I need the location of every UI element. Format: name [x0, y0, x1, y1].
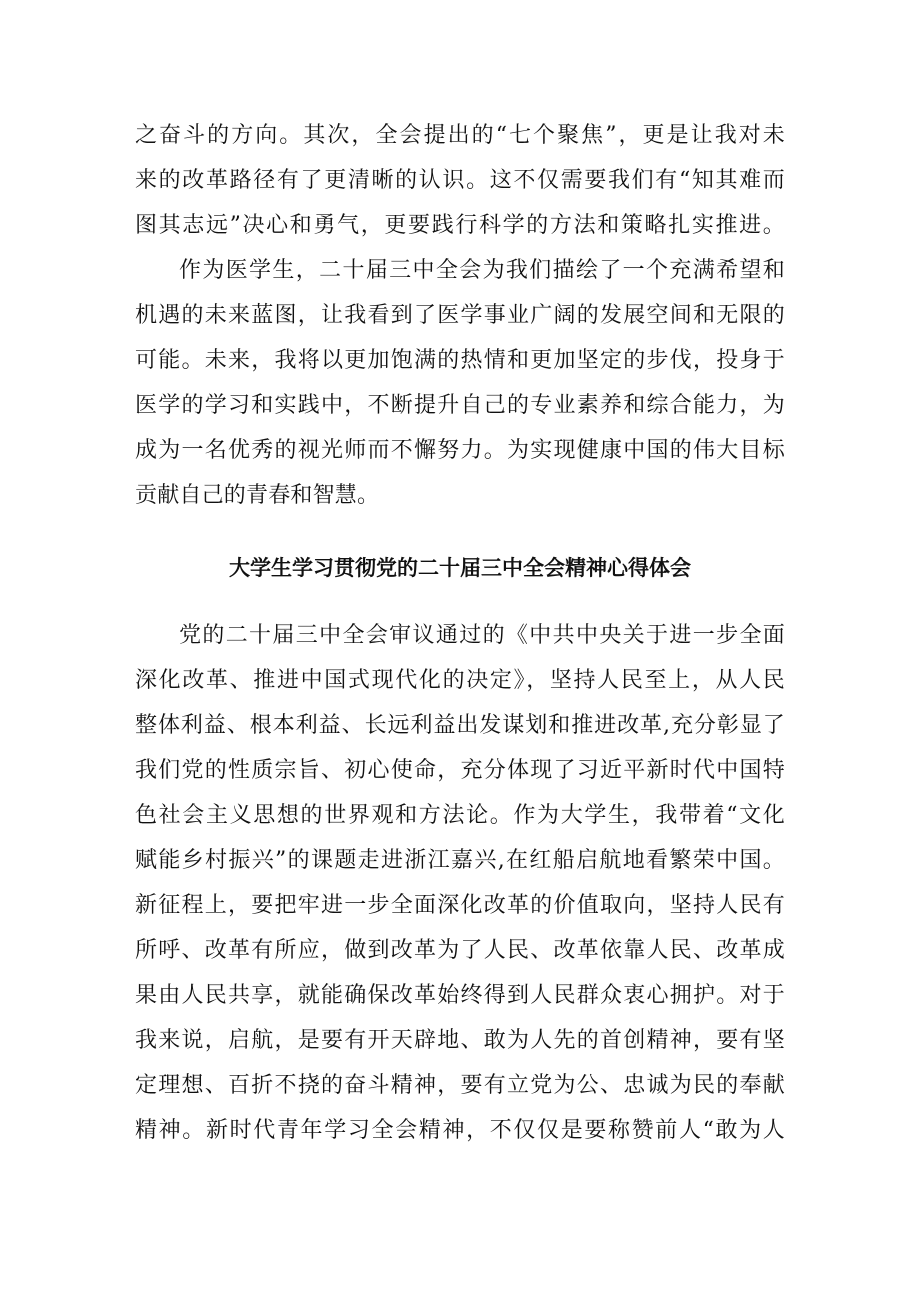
text-line: 作为医学生，二十届三中全会为我们描绘了一个充满希望和 [179, 258, 785, 283]
text-line: 贡献自己的青春和智慧。 [135, 483, 380, 508]
text-line: 之奋斗的方向。其次，全会提出的“七个聚焦”，更是让我对未 [135, 123, 785, 148]
paragraph-university-student [135, 613, 785, 1153]
paragraph-continuation [135, 113, 785, 248]
text-line: 我来说，启航，是要有开天辟地、敢为人先的首创精神，要有坚 [135, 1028, 785, 1053]
text-line: 可能。未来，我将以更加饱满的热情和更加坚定的步伐，投身于 [135, 348, 785, 373]
text-line: 赋能乡村振兴”的课题走进浙江嘉兴,在红船启航地看繁荣中国。 [135, 848, 785, 873]
text-line: 党的二十届三中全会审议通过的《中共中央关于进一步全面 [179, 623, 785, 648]
paragraph-medical-student [135, 248, 785, 518]
text-line: 深化改革、推进中国式现代化的决定》，坚持人民至上，从人民 [135, 668, 785, 693]
text-line: 来的改革路径有了更清晰的认识。这不仅需要我们有“知其难而 [135, 168, 785, 193]
text-line: 成为一名优秀的视光师而不懈努力。为实现健康中国的伟大目标 [135, 438, 785, 463]
text-line: 我们党的性质宗旨、初心使命，充分体现了习近平新时代中国特 [135, 758, 785, 783]
text-line: 图其志远”决心和勇气，更要践行科学的方法和策略扎实推进。 [135, 213, 785, 238]
text-line: 整体利益、根本利益、长远利益出发谋划和推进改革,充分彰显了 [135, 713, 785, 738]
section-heading: 大学生学习贯彻党的二十届三中全会精神心得体会 [229, 556, 691, 580]
text-line: 机遇的未来蓝图，让我看到了医学事业广阔的发展空间和无限的 [135, 303, 785, 328]
text-line: 精神。新时代青年学习全会精神，不仅仅是要称赞前人“敢为人 [135, 1118, 785, 1143]
text-line: 所呼、改革有所应，做到改革为了人民、改革依靠人民、改革成 [135, 938, 785, 963]
text-line: 医学的学习和实践中，不断提升自己的专业素养和综合能力，为 [135, 393, 785, 418]
text-line: 色社会主义思想的世界观和方法论。作为大学生，我带着“文化 [135, 803, 785, 828]
text-line: 果由人民共享，就能确保改革始终得到人民群众衷心拥护。对于 [135, 983, 785, 1008]
text-line: 新征程上，要把牢进一步全面深化改革的价值取向，坚持人民有 [135, 893, 785, 918]
text-line: 定理想、百折不挠的奋斗精神，要有立党为公、忠诚为民的奉献 [135, 1073, 785, 1098]
